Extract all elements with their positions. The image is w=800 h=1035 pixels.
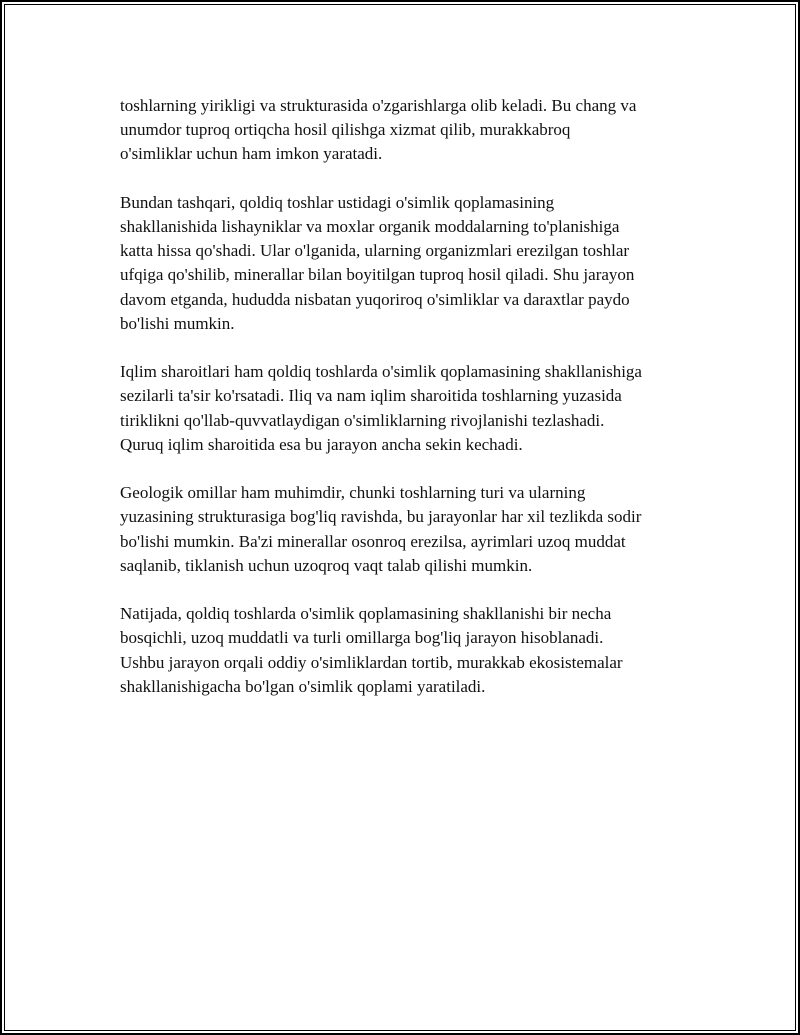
- text-line: shakllanishida lishayniklar va moxlar organik moddalarning to'planishiga: [120, 217, 620, 236]
- document-body: [120, 94, 700, 723]
- text-line: o'simliklar uchun ham imkon yaratadi.: [120, 144, 383, 164]
- text-line: bosqichli, uzoq muddatli va turli omillarga bog'liq jarayon hisoblanadi.: [120, 628, 604, 648]
- paragraph-4: [120, 481, 700, 578]
- text-line: Bundan tashqari, qoldiq toshlar ustidagi o'simlik qoplamasining: [120, 192, 555, 212]
- text-line: Ushbu jarayon orqali oddiy o'simliklardan tortib, murakkab ekosistemalar: [120, 652, 623, 672]
- text-line: saqlanib, tiklanish uchun uzoqroq vaqt talab qilishi mumkin.: [120, 555, 533, 575]
- text-line: shakllanishigacha bo'lgan o'simlik qoplami yaratiladi.: [120, 676, 486, 696]
- text-line: Geologik omillar ham muhimdir, chunki toshlarning turi va ularning: [120, 483, 586, 503]
- text-line: davom etganda, hududda nisbatan yuqoriroq o'simliklar va daraxtlar paydo: [120, 289, 630, 309]
- text-line: tiriklikni qo'llab-quvvatlaydigan o'simliklarning rivojlanishi tezlashadi.: [120, 410, 605, 430]
- paragraph-2: [120, 191, 700, 336]
- text-line: yuzasining strukturasiga bog'liq ravishda, bu jarayonlar har xil tezlikda sodir: [120, 507, 642, 527]
- paragraph-5: [120, 602, 700, 699]
- paragraph-3: [120, 360, 700, 457]
- text-line: Natijada, qoldiq toshlarda o'simlik qoplamasining shakllanishi bir necha: [120, 604, 612, 624]
- text-line: bo'lishi mumkin.: [120, 313, 235, 333]
- text-line: bo'lishi mumkin. Ba'zi minerallar osonroq erezilsa, ayrimlari uzoq muddat: [120, 531, 626, 551]
- text-line: unumdor tuproq ortiqcha hosil qilishga xizmat qilib, murakkabroq: [120, 120, 571, 140]
- text-line: toshlarning yirikligi va strukturasida o'zgarishlarga olib keladi. Bu chang va: [120, 96, 637, 115]
- text-line: Quruq iqlim sharoitida esa bu jarayon ancha sekin kechadi.: [120, 434, 523, 454]
- text-line: sezilarli ta'sir ko'rsatadi. Iliq va nam iqlim sharoitida toshlarning yuzasida: [120, 386, 622, 406]
- paragraph-1: [120, 94, 700, 167]
- text-line: Iqlim sharoitlari ham qoldiq toshlarda o'simlik qoplamasining shakllanishiga: [120, 362, 642, 382]
- text-line: ufqiga qo'shilib, minerallar bilan boyitilgan tuproq hosil qiladi. Shu jarayon: [120, 265, 635, 285]
- text-line: katta hissa qo'shadi. Ular o'lganida, ularning organizmlari erezilgan toshlar: [120, 241, 630, 261]
